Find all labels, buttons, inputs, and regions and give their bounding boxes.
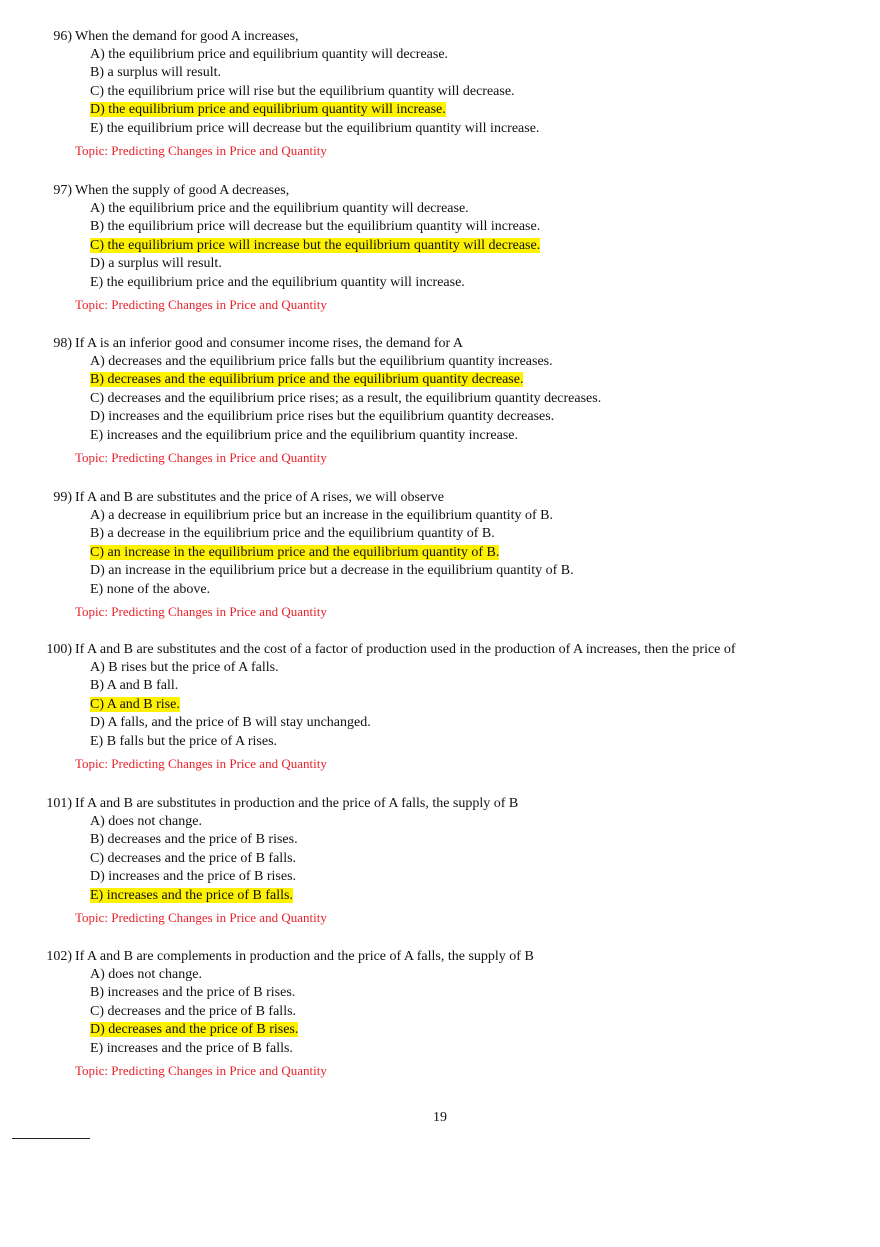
answer-option	[90, 581, 210, 598]
topic-label: Topic: Predicting Changes in Price and Quantity	[75, 910, 327, 925]
answer-option-text: C) decreases and the price of B falls.	[90, 850, 297, 866]
answer-option-highlighted	[90, 696, 180, 713]
answer-option-text: D) decreases and the price of B rises.	[90, 1022, 299, 1038]
answer-option-highlighted	[90, 887, 293, 904]
answer-option-text: E) the equilibrium price will decrease but the equilibrium quantity will increase.	[90, 120, 540, 136]
topic-label: Topic: Predicting Changes in Price and Quantity	[75, 143, 327, 158]
topic-label: Topic: Predicting Changes in Price and Quantity	[75, 450, 327, 465]
answer-option	[90, 46, 448, 63]
answer-option	[90, 390, 601, 407]
answer-option-text: E) increases and the price of B falls.	[90, 1040, 293, 1056]
question-number: 102)	[46, 949, 72, 964]
question-number: 97)	[53, 183, 72, 198]
answer-option-text: E) B falls but the price of A rises.	[90, 733, 278, 749]
answer-option	[90, 850, 296, 867]
answer-option-text: A) does not change.	[90, 814, 202, 829]
answer-option-text: C) the equilibrium price will increase but the equilibrium quantity will decrease.	[90, 237, 541, 253]
answer-option	[90, 120, 539, 137]
answer-option	[90, 1040, 293, 1057]
answer-option	[90, 427, 518, 444]
question-stem: If A and B are substitutes and the cost of a factor of production used in the production of A increases, then the price of	[75, 642, 736, 657]
answer-option	[90, 64, 221, 81]
answer-option-text: B) decreases and the equilibrium price and the equilibrium quantity decrease.	[90, 372, 524, 388]
question-stem: If A and B are substitutes in production and the price of A falls, the supply of B	[75, 796, 519, 811]
answer-option-text: E) the equilibrium price and the equilibrium quantity will increase.	[90, 274, 465, 290]
answer-option-text: B) a surplus will result.	[90, 65, 222, 81]
answer-option	[90, 255, 222, 272]
answer-option	[90, 714, 371, 731]
question-stem: If A is an inferior good and consumer income rises, the demand for A	[75, 336, 464, 351]
answer-option-text: E) increases and the price of B falls.	[90, 887, 293, 903]
answer-option-highlighted	[90, 101, 446, 118]
answer-option	[90, 200, 469, 217]
answer-option-text: C) the equilibrium price will rise but the equilibrium quantity will decrease.	[90, 83, 515, 99]
answer-option	[90, 408, 554, 425]
footnote-rule	[12, 1138, 90, 1139]
question-stem: If A and B are complements in production and the price of A falls, the supply of B	[75, 949, 534, 964]
answer-option	[90, 562, 574, 579]
question-number: 99)	[53, 490, 72, 505]
answer-option-text: B) increases and the price of B rises.	[90, 985, 296, 1001]
answer-option	[90, 525, 495, 542]
answer-option-text: C) an increase in the equilibrium price and the equilibrium quantity of B.	[90, 544, 500, 560]
answer-option	[90, 83, 515, 100]
answer-option	[90, 1003, 296, 1020]
answer-option	[90, 353, 553, 370]
answer-option-text: E) none of the above.	[90, 581, 211, 597]
question-number: 101)	[46, 796, 72, 811]
answer-option-text: A) decreases and the equilibrium price falls but the equilibrium quantity increases.	[90, 354, 553, 369]
answer-option-text: D) an increase in the equilibrium price but a decrease in the equilibrium quantity of B.	[90, 563, 574, 579]
answer-option	[90, 659, 279, 676]
answer-option-text: E) increases and the equilibrium price and the equilibrium quantity increase.	[90, 427, 519, 443]
answer-option	[90, 507, 553, 524]
answer-option	[90, 813, 202, 830]
answer-option-text: A) the equilibrium price and the equilibrium quantity will decrease.	[90, 201, 469, 216]
question-number: 96)	[53, 29, 72, 44]
question-stem: If A and B are substitutes and the price of A rises, we will observe	[75, 490, 444, 505]
answer-option-text: D) a surplus will result.	[90, 256, 222, 272]
answer-option-text: B) decreases and the price of B rises.	[90, 832, 298, 848]
answer-option-text: D) A falls, and the price of B will stay unchanged.	[90, 715, 371, 731]
answer-option-highlighted	[90, 237, 540, 254]
answer-option	[90, 984, 295, 1001]
answer-option	[90, 868, 296, 885]
answer-option-text: D) the equilibrium price and equilibrium quantity will increase.	[90, 102, 446, 118]
topic-label: Topic: Predicting Changes in Price and Quantity	[75, 756, 327, 771]
answer-option-text: C) A and B rise.	[90, 696, 180, 712]
answer-option	[90, 274, 465, 291]
answer-option-text: A) the equilibrium price and equilibrium quantity will decrease.	[90, 47, 449, 62]
answer-option-text: B) the equilibrium price will decrease but the equilibrium quantity will increase.	[90, 219, 541, 235]
answer-option	[90, 218, 540, 235]
page-number: 19	[433, 1110, 447, 1125]
topic-label: Topic: Predicting Changes in Price and Quantity	[75, 604, 327, 619]
question-stem: When the supply of good A decreases,	[75, 183, 290, 198]
question-number: 100)	[46, 642, 72, 657]
answer-option	[90, 677, 178, 694]
answer-option-highlighted	[90, 371, 523, 388]
answer-option-text: C) decreases and the equilibrium price rises; as a result, the equilibrium quantity decreases.	[90, 390, 602, 406]
answer-option-text: A) B rises but the price of A falls.	[90, 660, 279, 675]
answer-option-text: B) a decrease in the equilibrium price and the equilibrium quantity of B.	[90, 526, 495, 542]
question-stem: When the demand for good A increases,	[75, 29, 299, 44]
topic-label: Topic: Predicting Changes in Price and Quantity	[75, 297, 327, 312]
answer-option	[90, 831, 298, 848]
answer-option-text: D) increases and the equilibrium price rises but the equilibrium quantity decreases.	[90, 409, 555, 425]
answer-option	[90, 966, 202, 983]
answer-option-text: A) a decrease in equilibrium price but an increase in the equilibrium quantity of B.	[90, 508, 554, 523]
topic-label: Topic: Predicting Changes in Price and Quantity	[75, 1063, 327, 1078]
answer-option-text: B) A and B fall.	[90, 678, 179, 694]
answer-option	[90, 733, 277, 750]
question-number: 98)	[53, 336, 72, 351]
answer-option-text: C) decreases and the price of B falls.	[90, 1003, 297, 1019]
answer-option-text: D) increases and the price of B rises.	[90, 869, 297, 885]
answer-option-highlighted	[90, 1021, 298, 1038]
answer-option-highlighted	[90, 544, 499, 561]
answer-option-text: A) does not change.	[90, 967, 202, 982]
